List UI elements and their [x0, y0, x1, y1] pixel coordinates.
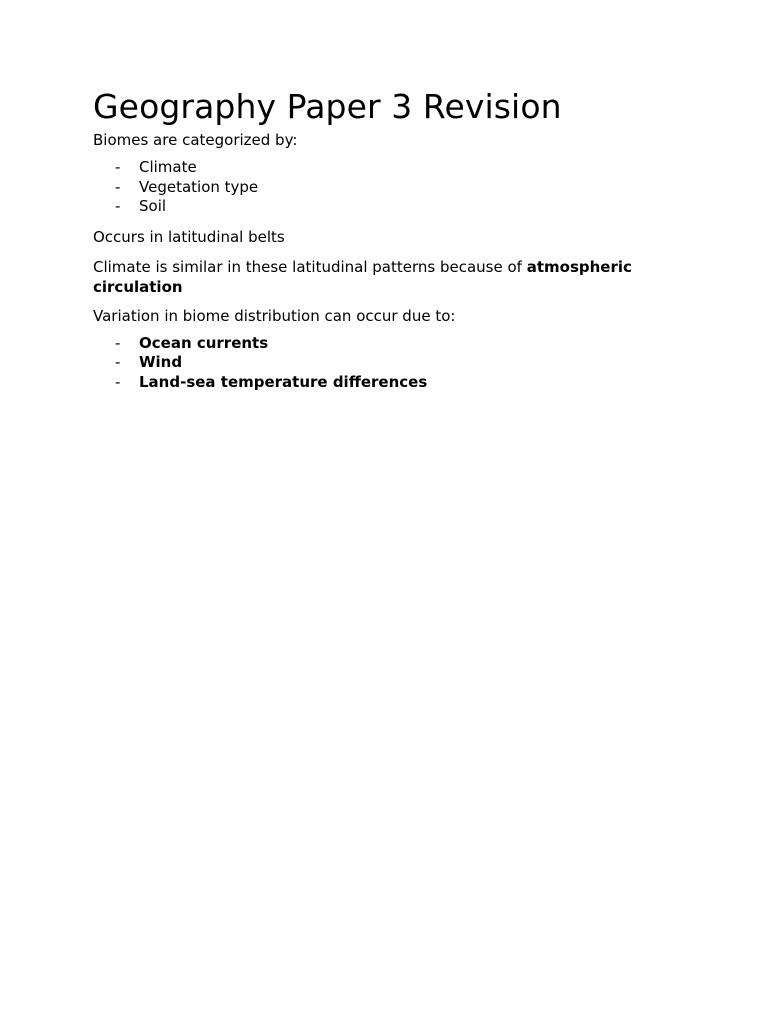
dash-bullet: -: [115, 353, 121, 371]
dash-bullet: -: [115, 333, 121, 352]
list-item: [93, 353, 693, 373]
climate-explanation-text: Climate is similar in these latitudinal patterns because of: [93, 257, 527, 276]
list-item: [93, 158, 693, 178]
list-item: [93, 197, 693, 217]
latitudinal-belts-line: Occurs in latitudinal belts: [93, 227, 285, 246]
list-item-text: Ocean currents: [139, 333, 269, 352]
document-page: [93, 86, 693, 392]
dash-bullet: -: [115, 372, 121, 391]
list-item-text: Vegetation type: [139, 177, 259, 196]
dash-bullet: -: [115, 197, 121, 215]
biome-categories-list: [93, 158, 693, 217]
list-item: [93, 178, 693, 198]
list-item: [93, 334, 693, 354]
document-title: Geography Paper 3 Revision: [93, 87, 562, 126]
variation-intro: Variation in biome distribution can occur due to:: [93, 306, 456, 325]
list-item-text: Soil: [139, 197, 167, 215]
list-item-text: Land-sea temperature differences: [139, 372, 428, 391]
list-item-text: Wind: [139, 353, 183, 371]
climate-explanation-paragraph: [93, 257, 693, 297]
climate-explanation-bold: atmospheric circulation: [93, 257, 632, 296]
list-item: [93, 373, 693, 393]
variation-factors-list: [93, 334, 693, 393]
dash-bullet: -: [115, 158, 121, 176]
biome-categories-intro: Biomes are categorized by:: [93, 131, 298, 149]
list-item-text: Climate: [139, 158, 197, 176]
dash-bullet: -: [115, 177, 121, 196]
